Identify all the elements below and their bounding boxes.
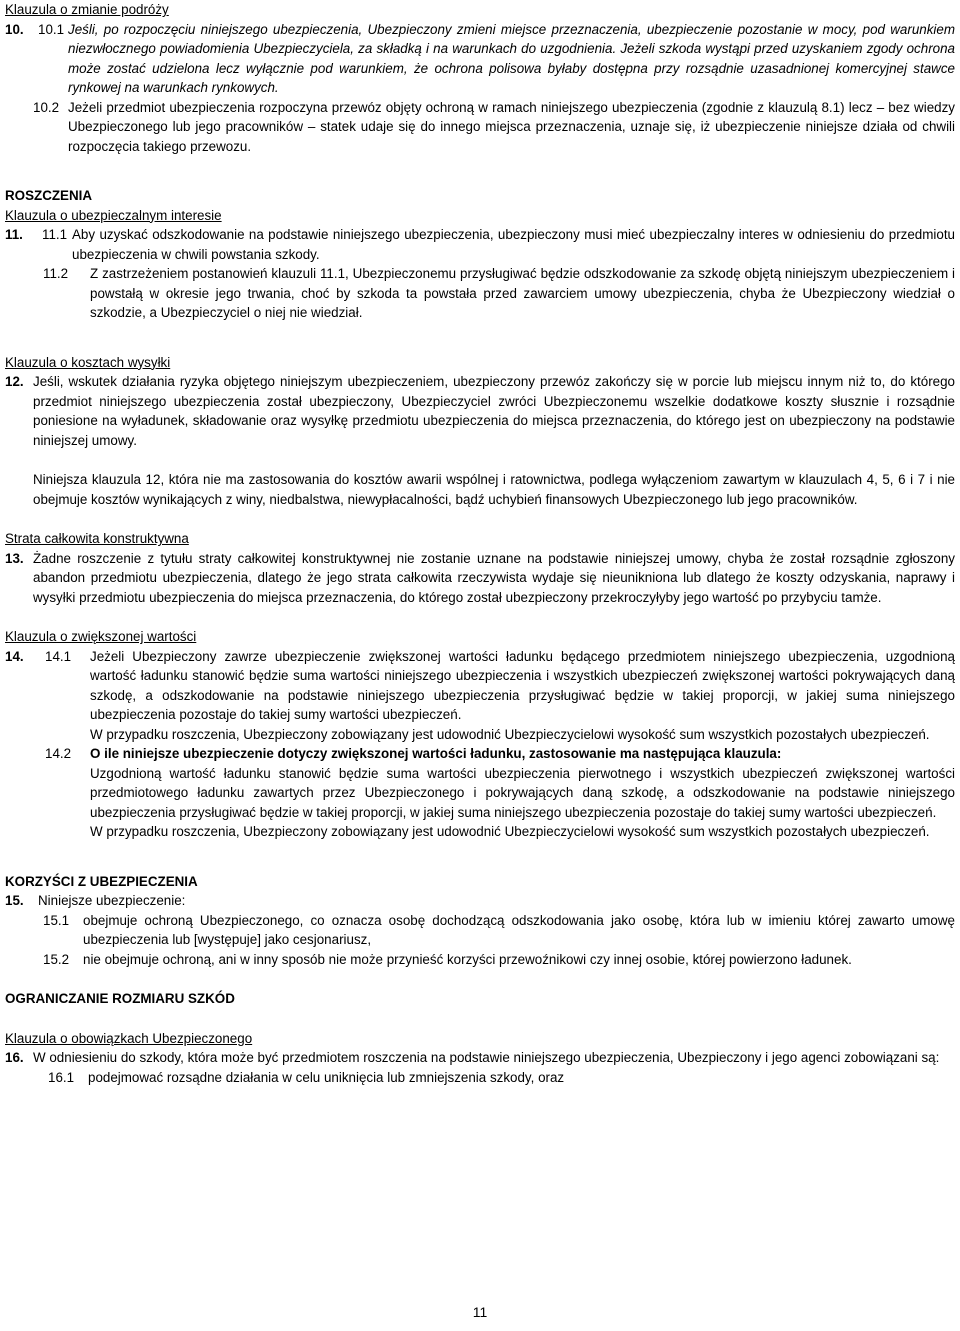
clause-14-1 — [5, 647, 955, 725]
clause-heading: Klauzula o kosztach wysyłki — [5, 354, 171, 370]
subclause-number: 10.2 — [33, 99, 60, 115]
clause-11-1 — [5, 225, 955, 264]
clause-16 — [5, 1048, 955, 1068]
clause-10-2 — [0, 98, 955, 157]
clause-number: 11. — [5, 227, 23, 242]
section-title: ROSZCZENIA — [5, 188, 93, 203]
clause-number: 15. — [5, 893, 24, 908]
clause-bold-text: O ile niniejsze ubezpieczenie dotyczy zwiększonej wartości ładunku, zastosowanie ma następująca klauzula: — [90, 746, 782, 761]
clause-number: 16. — [5, 1050, 24, 1065]
clause-11-2 — [5, 264, 955, 323]
subclause-number: 15.1 — [43, 912, 70, 928]
clause-heading: Strata całkowita konstruktywna — [5, 531, 189, 546]
subclause-number: 11.1 — [42, 227, 68, 242]
clause-heading: Klauzula o obowiązkach Ubezpieczonego — [5, 1030, 253, 1046]
page-number: 11 — [472, 1304, 488, 1320]
clause-10 — [5, 20, 955, 98]
clause-text: Jeżeli Ubezpieczony zawrze ubezpieczenie zwiększonej wartości ładunku będącego przedmiotem niniejszego ubezpieczenia, uzgodnioną wartość ładunku stanowić będzie suma wartości niniejszego ubezpieczenia i wszystkich ubezpieczeń zwiększonej wartości pokrywających daną szkodę, a odszkodowanie na podstawie niniejszego ubezpieczenia przysługiwać będzie w takiej proporcji, w jakiej suma niniejszego ubezpieczenia pozostaje do takiej sumy wartości ubezpieczeń. — [90, 648, 955, 722]
clause-text: Niniejsza klauzula 12, która nie ma zastosowania do kosztów awarii wspólnej i ratownictwa, podlega wyłączeniom zawartym w klauzulach 4, 5, 6 i 7 i nie obejmuje kosztów wynikających z winy, niedbalstwa, niewypłacalności, bądź uchybień finansowych Ubezpieczonego lub jego pracowników. — [33, 472, 955, 507]
section-title: KORZYŚCI Z UBEZPIECZENIA — [5, 873, 198, 889]
clause-text: Jeżeli przedmiot ubezpieczenia rozpoczyna przewóz objęty ochroną w ramach niniejszego ubezpieczenia (zgodnie z klauzulą 8.1) lecz – bez wiedzy Ubezpieczonego lub jego pracowników – statek udaje się do innego miejsca przeznaczenia, uznaje się, iż ubezpieczenie niniejsze działa od chwili rozpoczęcia takiego przewozu. — [68, 99, 955, 154]
clause-heading: Klauzula o ubezpieczalnym interesie — [5, 207, 222, 223]
clause-text: Aby uzyskać odszkodowanie na podstawie niniejszego ubezpieczenia, ubezpieczony musi mieć ubezpieczalny interes w odniesieniu do przedmiotu ubezpieczenia w chwili powstania szkody. — [72, 227, 955, 262]
clause-text: W odniesieniu do szkody, która może być przedmiotem roszczenia na podstawie niniejszego ubezpieczenia, Ubezpieczony i jego agenci zobowiązani są: — [33, 1050, 940, 1065]
subclause-number: 16.1 — [48, 1069, 75, 1085]
clause-13 — [5, 549, 955, 608]
clause-heading: Klauzula o zwiększonej wartości — [5, 629, 197, 644]
section-title: OGRANICZANIE ROZMIARU SZKÓD — [5, 991, 235, 1006]
clause-heading: Klauzula o zmianie podróży — [5, 2, 169, 17]
clause-15-1 — [5, 911, 955, 950]
clause-15 — [5, 891, 955, 911]
clause-text: obejmuje ochroną Ubezpieczonego, co oznacza osobę dochodzącą odszkodowania jako osobę, która lub w imieniu której zawarto umowę ubezpieczenia lub [występuje] jako cesjonariusz, — [83, 912, 955, 947]
clause-text: Jeśli, wskutek działania ryzyka objętego niniejszym ubezpieczeniem, ubezpieczony przewóz zakończy się w porcie lub miejscu innym niż to, do którego przedmiot niniejszego ubezpieczenia został ubezpieczony, Ubezpieczyciel zwróci Ubezpieczonemu wszelkie dodatkowe koszty słusznie i rozsądnie poniesione na wyładunek, składowanie oraz wysyłkę przedmiotu ubezpieczenia do miejsca przeznaczenia, do którego jest on ubezpieczony na podstawie niniejszej umowy. — [33, 374, 955, 448]
subclause-number: 15.2 — [43, 951, 70, 967]
clause-text: podejmować rozsądne działania w celu uniknięcia lub zmniejszenia szkody, oraz — [88, 1069, 565, 1085]
clause-number: 13. — [5, 550, 24, 566]
clause-text: Uzgodnioną wartość ładunku stanowić będzie suma wartości ubezpieczenia pierwotnego i wszystkich ubezpieczeń zwiększonej wartości przedmiotowego ładunku zawartych przez Ubezpieczonego i pokrywających daną szkodę, a odszkodowanie na podstawie niniejszego ubezpieczenia przysługiwać będzie w takiej proporcji, w jakiej suma niniejszego ubezpieczenia pozostaje do takiej sumy wartości ubezpieczeń. — [90, 765, 955, 820]
clause-number: 14. — [5, 648, 24, 664]
clause-text: Żadne roszczenie z tytułu straty całkowitej konstruktywnej nie zostanie uznane na podstawie niniejszej umowy, chyba że został rozsądnie zgłoszony abandon przedmiotu ubezpieczenia, dlatego że jego strata całkowita rzeczywista wydaje się nieuniknionа lub dlatego że koszty odzyskania, naprawy i wysyłki przedmiotu ubezpieczenia do miejsca przeznaczenia, do którego został ubezpieczony przekroczyłyby jego wartość po przybyciu tamże. — [33, 550, 955, 605]
clause-number: 10. — [5, 21, 24, 37]
clause-14-2 — [5, 744, 955, 764]
clause-text: W przypadku roszczenia, Ubezpieczony zobowiązany jest udowodnić Ubezpieczycielowi wysokość sum wszystkich pozostałych ubezpieczeń. — [90, 726, 930, 742]
clause-15-2 — [5, 950, 955, 970]
clause-number: 12. — [5, 374, 24, 389]
clause-12 — [5, 372, 955, 450]
document-page — [5, 0, 955, 1087]
clause-text: W przypadku roszczenia, Ubezpieczony zobowiązany jest udowodnić Ubezpieczycielowi wysokość sum wszystkich pozostałych ubezpieczeń. — [90, 824, 930, 839]
subclause-number: 14.2 — [45, 746, 72, 761]
clause-text: Niniejsze ubezpieczenie: — [38, 893, 186, 908]
subclause-number: 14.1 — [45, 648, 72, 664]
clause-text: nie obejmuje ochroną, ani w inny sposób nie może przynieść korzyści przewoźnikowi czy innej osobie, której powierzono ładunek. — [83, 951, 852, 967]
subclause-number: 11.2 — [43, 266, 69, 281]
subclause-number: 10.1 — [38, 21, 65, 37]
clause-text: Jeśli, po rozpoczęciu niniejszego ubezpieczenia, Ubezpieczony zmieni miejsce przeznaczenia, ubezpieczenie pozostanie w mocy, pod warunkiem niezwłocznego powiadomienia Ubezpieczyciela, za składką i na warunkach do uzgodnienia. Jeżeli szkoda wystąpi przed uzyskaniem zgody ochrona może zostać udzielona lecz wyłącznie pod warunkiem, że ochrona polisowa byłaby dostępna przy rozsądnie uzasadnionej komercyjnej stawce rynkowej na warunkach rynkowych. — [68, 21, 955, 95]
clause-16-1 — [5, 1068, 955, 1088]
clause-text: Z zastrzeżeniem postanowień klauzuli 11.1, Ubezpieczonemu przysługiwać będzie odszkodowanie za szkodę objętą niniejszym ubezpieczeniem i powstałą w okresie jego trwania, choć by szkoda ta powstała przed zawarciem umowy ubezpieczenia, chyba że Ubezpieczony wiedział o szkodzie, a Ubezpieczyciel o niej nie wiedział. — [90, 266, 955, 320]
